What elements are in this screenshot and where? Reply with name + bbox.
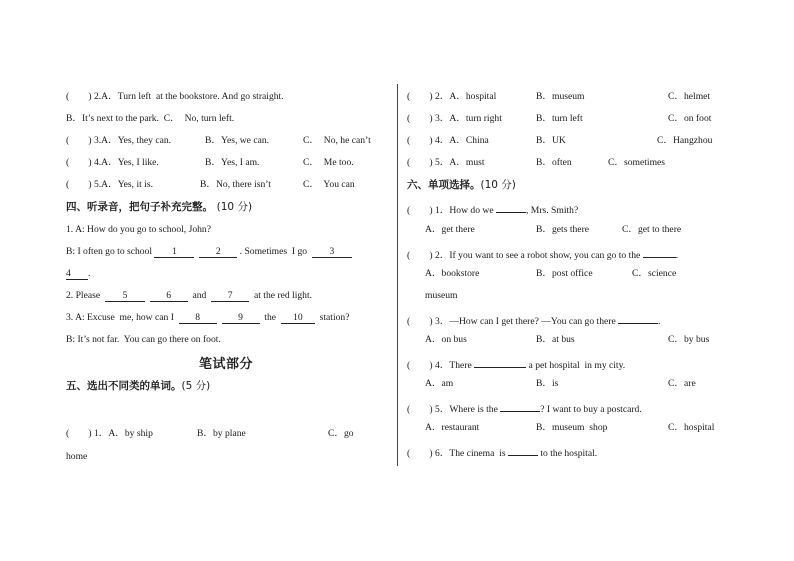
text: .: [658, 316, 661, 327]
text: B．gets there: [536, 224, 590, 235]
s6-q2-option-b: [536, 268, 593, 280]
text: .: [675, 250, 679, 261]
section4-title: [66, 201, 252, 214]
listen-q2: [66, 290, 312, 302]
s6-q1: [407, 201, 579, 216]
s6-q1-option-c: [622, 224, 681, 236]
text: C．on foot: [668, 113, 712, 124]
written-part-title: [199, 357, 253, 372]
text: museum: [425, 290, 458, 301]
blank[interactable]: [496, 201, 526, 213]
text: C．helmet: [668, 91, 711, 102]
text: C．sometimes: [608, 157, 666, 168]
text: , Mrs. Smith?: [526, 205, 579, 216]
text: A．on bus: [425, 334, 467, 345]
text: ( ) 3.A．Yes, they can.: [66, 135, 172, 146]
s6-q3-option-c: [668, 334, 709, 346]
s6-q5-option-b: [536, 422, 607, 434]
listen-q1: [66, 224, 211, 236]
s6-q6: [407, 444, 598, 459]
text: ( ) 4.A．Yes, I like.: [66, 157, 159, 168]
text: C．go: [328, 428, 354, 439]
s6-q2: [407, 246, 679, 261]
text: ? I want to buy a postcard.: [540, 404, 642, 415]
q3-line: [66, 135, 171, 147]
listen-q1b: [66, 246, 352, 258]
text: 六、单项选择。: [407, 179, 481, 191]
s6-q5-option-a: [425, 422, 479, 434]
right-column: [400, 0, 794, 561]
q5-option-c: [303, 179, 355, 191]
text: 笔试部分: [199, 357, 254, 372]
text: C． You can: [303, 179, 355, 190]
text: B．It’s next to the park. C． No, turn left.: [66, 113, 235, 124]
text: B．museum: [536, 91, 585, 102]
s5-q2: [407, 91, 496, 103]
q4-option-c: [303, 157, 354, 169]
blank-8[interactable]: 8: [179, 312, 217, 324]
s6-q2-option-c: [632, 268, 676, 280]
s5-q4-option-c: [657, 135, 712, 147]
section6-title: [407, 179, 516, 192]
blank-6[interactable]: 6: [150, 290, 188, 302]
text: station?: [314, 312, 350, 323]
blank-5[interactable]: 5: [105, 290, 145, 302]
s6-q4: [407, 356, 626, 371]
text: and: [187, 290, 212, 301]
text: C．by bus: [668, 334, 710, 345]
text: B．No, there isn’t: [200, 179, 271, 190]
text: C．get to there: [622, 224, 682, 235]
text: C．hospital: [668, 422, 715, 433]
s6-q3-option-b: [536, 334, 575, 346]
s5-q3-option-c: [668, 113, 711, 125]
text: to the hospital.: [537, 448, 598, 459]
text: 2. Please: [66, 290, 105, 301]
text: C． Me too.: [303, 157, 354, 168]
text: the: [259, 312, 281, 323]
s5-q5-option-c: [608, 157, 665, 169]
q4-option-b: [205, 157, 259, 169]
text: ( ) 1．How do we: [407, 205, 496, 216]
s6-q1-option-b: [536, 224, 589, 236]
text: ( ) 5．Where is the: [407, 404, 501, 415]
text: C．Hangzhou: [657, 135, 713, 146]
s5-q4-option-b: [536, 135, 566, 147]
blank-4[interactable]: 4: [66, 268, 88, 280]
q3-option-c: [303, 135, 371, 147]
s6-q4-option-b: [536, 378, 558, 390]
q5-option-b: [200, 179, 271, 191]
s5-q4: [407, 135, 489, 147]
listen-q3b: [66, 334, 221, 346]
blank-1[interactable]: 1: [154, 246, 194, 258]
s5-q1-cont: [66, 451, 87, 463]
s6-q5-option-c: [668, 422, 714, 434]
text: A．get there: [425, 224, 475, 235]
text: B．museum shop: [536, 422, 608, 433]
blank[interactable]: [474, 356, 526, 368]
text: ( ) 2.A．Turn left at the bookstore. And go straight.: [66, 91, 284, 102]
s6-q4-option-a: [425, 378, 453, 390]
s6-q5: [407, 400, 642, 415]
s6-q3-option-a: [425, 334, 467, 346]
s5-q1: [66, 428, 153, 440]
s5-q5: [407, 157, 485, 169]
text: ( ) 2．If you want to see a robot show, you can go to the: [407, 250, 643, 261]
q2-line: [66, 91, 284, 103]
points: (10 分): [216, 201, 253, 213]
text: C．are: [668, 378, 696, 389]
blank-7[interactable]: 7: [211, 290, 249, 302]
text: B．Yes, I am.: [205, 157, 260, 168]
blank-10[interactable]: 10: [281, 312, 315, 324]
q5-line: [66, 179, 153, 191]
text: ( ) 3．A．turn right: [407, 113, 502, 124]
text: 3. A: Excuse me, how can I: [66, 312, 179, 323]
listen-q3: [66, 312, 349, 324]
text: B: I often go to school: [66, 246, 155, 257]
text: 四、听录音，把句子补充完整。: [66, 201, 213, 213]
s6-q2-cont: [425, 290, 458, 302]
text: B．often: [536, 157, 572, 168]
blank-3[interactable]: 3: [312, 246, 352, 258]
text: ( ) 3．—How can I get there? —You can go there: [407, 316, 619, 327]
blank[interactable]: [508, 444, 538, 456]
text: 五、选出不同类的单词。: [66, 380, 182, 392]
s5-q2-option-c: [668, 91, 710, 103]
column-divider: [397, 84, 398, 466]
blank[interactable]: [500, 400, 540, 412]
s5-q2-option-b: [536, 91, 585, 103]
s5-q1-option-b: [197, 428, 246, 440]
s5-q3-option-b: [536, 113, 583, 125]
section5-title: [66, 380, 210, 393]
points: (10 分): [480, 179, 516, 191]
text: B: It’s not far. You can go there on foot.: [66, 334, 221, 345]
blank[interactable]: [618, 312, 658, 324]
text: ( ) 6．The cinema is: [407, 448, 508, 459]
text: B．by plane: [197, 428, 246, 439]
text: ( ) 5.A．Yes, it is.: [66, 179, 153, 190]
text: B．is: [536, 378, 559, 389]
q4-line: [66, 157, 159, 169]
text: . Sometimes I go: [237, 246, 312, 257]
text: ( ) 1．A．by ship: [66, 428, 153, 439]
text: C．science: [632, 268, 677, 279]
text: C． No, he can’t: [303, 135, 371, 146]
text: B．post office: [536, 268, 593, 279]
blank-2[interactable]: 2: [199, 246, 237, 258]
points: (5 分): [181, 380, 211, 392]
left-column: [0, 0, 396, 561]
text: ( ) 4．There: [407, 360, 475, 371]
text: ( ) 5．A．must: [407, 157, 485, 168]
text: B．Yes, we can.: [205, 135, 270, 146]
text: B．UK: [536, 135, 566, 146]
text: B．at bus: [536, 334, 575, 345]
s6-q3: [407, 312, 661, 327]
text: .: [88, 268, 91, 279]
text: a pet hospital in my city.: [526, 360, 626, 371]
text: 1. A: How do you go to school, John?: [66, 224, 211, 235]
s5-q1-option-c: [328, 428, 354, 440]
text: A．restaurant: [425, 422, 480, 433]
text: B．turn left: [536, 113, 583, 124]
text: ( ) 4．A．China: [407, 135, 489, 146]
listen-q1b-cont: [66, 268, 90, 280]
text: ( ) 2．A．hospital: [407, 91, 497, 102]
s6-q4-option-c: [668, 378, 696, 390]
s5-q3: [407, 113, 502, 125]
text: A．am: [425, 378, 454, 389]
text: at the red light.: [249, 290, 313, 301]
s6-q2-option-a: [425, 268, 479, 280]
q2-options: [66, 113, 234, 125]
s6-q1-option-a: [425, 224, 475, 236]
blank[interactable]: [643, 246, 676, 258]
text: home: [66, 451, 88, 462]
blank-9[interactable]: 9: [222, 312, 260, 324]
text: A．bookstore: [425, 268, 480, 279]
s5-q5-option-b: [536, 157, 572, 169]
q3-option-b: [205, 135, 269, 147]
